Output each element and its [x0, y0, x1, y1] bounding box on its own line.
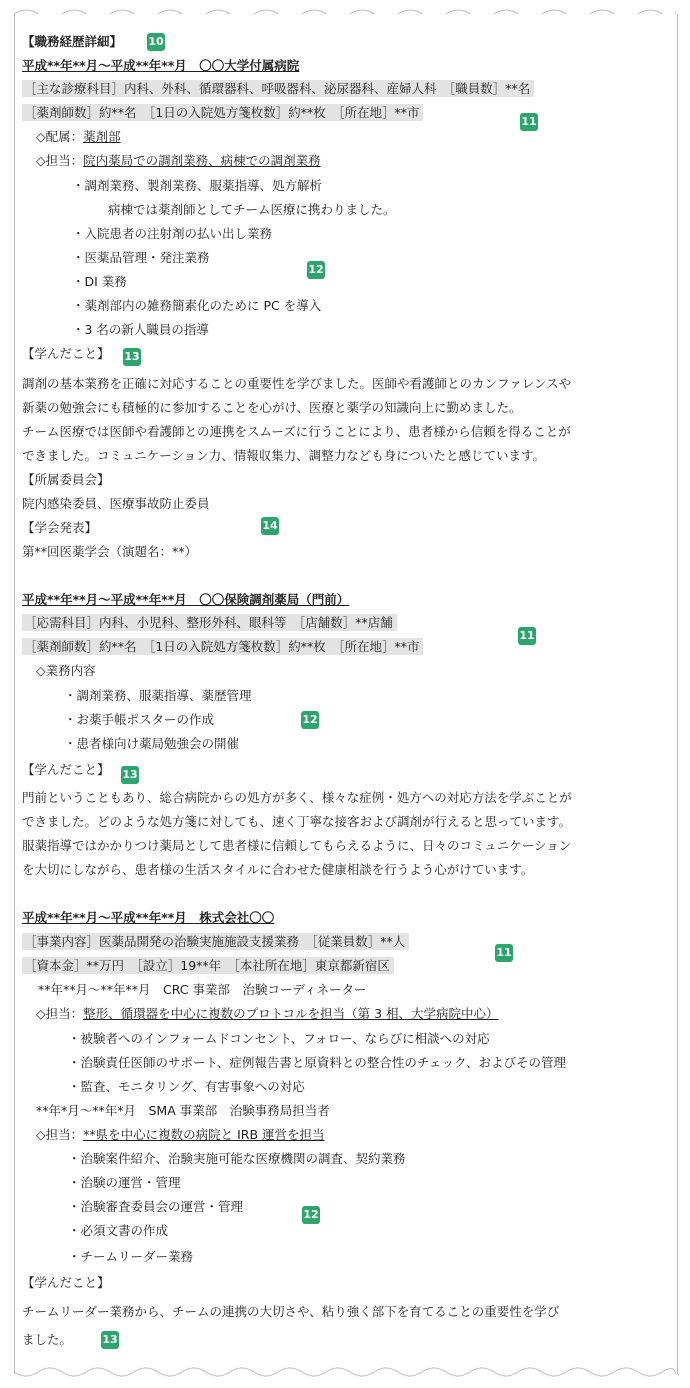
job3-duty2-item: ・治験の運営・管理 — [68, 1175, 181, 1190]
badge-11: 11 — [520, 113, 538, 131]
job2-info2: ［薬剤師数］約**名 ［1日の入院処方箋枚数］約**枚 ［所在地］**市 — [22, 638, 423, 655]
job3-duty2-item: ・治験審査委員会の運営・管理 — [68, 1199, 244, 1214]
job3-duty1 — [36, 1006, 499, 1022]
job2-duty-item: ・調剤業務、服薬指導、薬歴管理 — [64, 688, 252, 703]
job1-learned-line: できました。コミュニケーション力、情報収集力、調整力なども身についたと感じています。 — [22, 448, 546, 463]
job3-duty2-item: ・治験案件紹介、治験実施可能な医療機関の調査、契約業務 — [68, 1151, 406, 1166]
job3-duty2-item: ・必須文書の作成 — [68, 1223, 169, 1238]
job1-duty-item: ・薬剤部内の雑務簡素化のために PC を導入 — [72, 298, 322, 313]
job3-title: 平成**年**月～平成**年**月 株式会社〇〇 — [22, 910, 275, 925]
job1-info1: ［主な診療科目］内科、外科、循環器科、呼吸器科、泌尿器科、産婦人科 ［職員数］**名 — [22, 80, 534, 97]
job1-duty-item: ・医薬品管理・発注業務 — [72, 250, 210, 265]
job1-duty-item: ・調剤業務、製剤業務、服薬指導、処方解析 — [72, 178, 323, 193]
badge-10: 10 — [147, 33, 165, 51]
job2-duty-label: ◇業務内容 — [36, 663, 96, 678]
badge-12: 12 — [301, 711, 319, 729]
badge-14: 14 — [261, 517, 279, 535]
job3-duty1-value: 整形、循環器を中心に複数のプロトコルを担当（第 3 相、大学病院中心） — [83, 1006, 499, 1021]
job1-duty-item: 病棟では薬剤師としてチーム医療に携わりました。 — [108, 202, 396, 217]
job2-learned-line: 服薬指導ではかかりつけ薬局として患者様に信頼してもらえるように、日々のコミュニケーション — [22, 838, 572, 853]
job1-duty-item: ・3 名の新人職員の指導 — [72, 322, 209, 337]
job1-learned-line: 調剤の基本業務を正確に対応することの重要性を学びました。医師や看護師とのカンファレンスや — [22, 376, 572, 391]
torn-edge-bottom — [14, 1366, 676, 1380]
job3-duty1-item: ・治験責任医師のサポート、症例報告書と原資料との整合性のチェック、およびその管理 — [68, 1055, 567, 1070]
job3-duty2-label: ◇担当： — [36, 1127, 84, 1142]
job3-duty2-value: **県を中心に複数の病院と IRB 運営を担当 — [83, 1127, 325, 1142]
job3-info1: ［事業内容］医薬品開発の治験実施施設支援業務 ［従業員数］**人 — [22, 933, 409, 950]
job3-duty2 — [36, 1127, 325, 1143]
job1-committee-label: 【所属委員会】 — [22, 472, 110, 487]
job3-period1: **年**月～**年**月 CRC 事業部 治験コーディネーター — [38, 982, 367, 997]
job1-duty — [36, 153, 321, 169]
job1-conference-label: 【学会発表】 — [22, 520, 98, 535]
job3-learned-line: チームリーダー業務から、チームの連携の大切さや、粘り強く部下を育てることの重要性を学び — [22, 1304, 560, 1319]
job2-learned-label: 【学んだこと】 — [22, 762, 110, 777]
job1-learned-line: 新薬の勉強会にも積極的に参加することを心がけ、医療と薬学の知識向上に勤めました。 — [22, 400, 522, 415]
job1-assign-label: ◇配属： — [36, 129, 84, 144]
job1-duty-item: ・入院患者の注射剤の払い出し業務 — [72, 226, 273, 241]
job1-assign — [36, 129, 121, 145]
job2-duty-item: ・患者様向け薬局勉強会の開催 — [64, 736, 240, 751]
badge-13: 13 — [123, 348, 141, 366]
job3-learned-line: ました。 — [22, 1332, 73, 1347]
badge-11: 11 — [495, 944, 513, 962]
section-title: 【職務経歴詳細】 — [22, 34, 123, 49]
job2-title: 平成**年**月～平成**年**月 〇〇保険調剤薬局（門前） — [22, 592, 350, 607]
badge-13: 13 — [101, 1331, 119, 1349]
job1-info2: ［薬剤師数］約**名 ［1日の入院処方箋枚数］約**枚 ［所在地］**市 — [22, 104, 423, 121]
job3-duty1-item: ・監査、モニタリング、有害事象への対応 — [68, 1079, 305, 1094]
job1-duty-label: ◇担当： — [36, 153, 84, 168]
job2-learned-line: 門前ということもあり、総合病院からの処方が多く、様々な症例・処方への対応方法を学ぶことが — [22, 790, 572, 805]
job1-duty-item: ・DI 業務 — [72, 274, 127, 289]
badge-12: 12 — [307, 261, 325, 279]
badge-12: 12 — [302, 1206, 320, 1224]
job3-duty1-item: ・被験者へのインフォームドコンセント、フォロー、ならびに相談への対応 — [68, 1031, 490, 1046]
job1-duty-value: 院内薬局での調剤業務、病棟での調剤業務 — [83, 153, 321, 168]
job1-committee: 院内感染委員、医療事故防止委員 — [22, 496, 210, 511]
job3-learned-label: 【学んだこと】 — [22, 1275, 110, 1290]
job3-duty2-item: ・チームリーダー業務 — [68, 1249, 194, 1264]
job2-duty-item: ・お薬手帳ポスターの作成 — [64, 712, 215, 727]
job1-assign-value: 薬剤部 — [83, 129, 121, 144]
badge-13: 13 — [121, 766, 139, 784]
job3-info2: ［資本金］**万円 ［設立］19**年 ［本社所在地］東京都新宿区 — [22, 957, 394, 974]
job1-learned-label: 【学んだこと】 — [22, 346, 110, 361]
job2-learned-line: できました。どのような処方箋に対しても、速く丁寧な接客および調剤が行えると思っています。 — [22, 814, 572, 829]
job2-info1: ［応需科目］内科、小児科、整形外科、眼科等 ［店舗数］**店舗 — [22, 614, 397, 631]
job1-conference: 第**回医薬学会（演題名：**） — [22, 544, 198, 559]
job3-period2: **年*月～**年*月 SMA 事業部 治験事務局担当者 — [36, 1103, 330, 1118]
badge-11: 11 — [518, 627, 536, 645]
job1-learned-line: チーム医療では医師や看護師との連携をスムーズに行うことにより、患者様から信頼を得ることが — [22, 424, 571, 439]
job2-learned-line: を大切にしながら、患者様の生活スタイルに合わせた健康相談を行うよう心がけています。 — [22, 862, 534, 877]
job1-title: 平成**年**月～平成**年**月 〇〇大学付属病院 — [22, 58, 300, 73]
job3-duty1-label: ◇担当： — [36, 1006, 84, 1021]
